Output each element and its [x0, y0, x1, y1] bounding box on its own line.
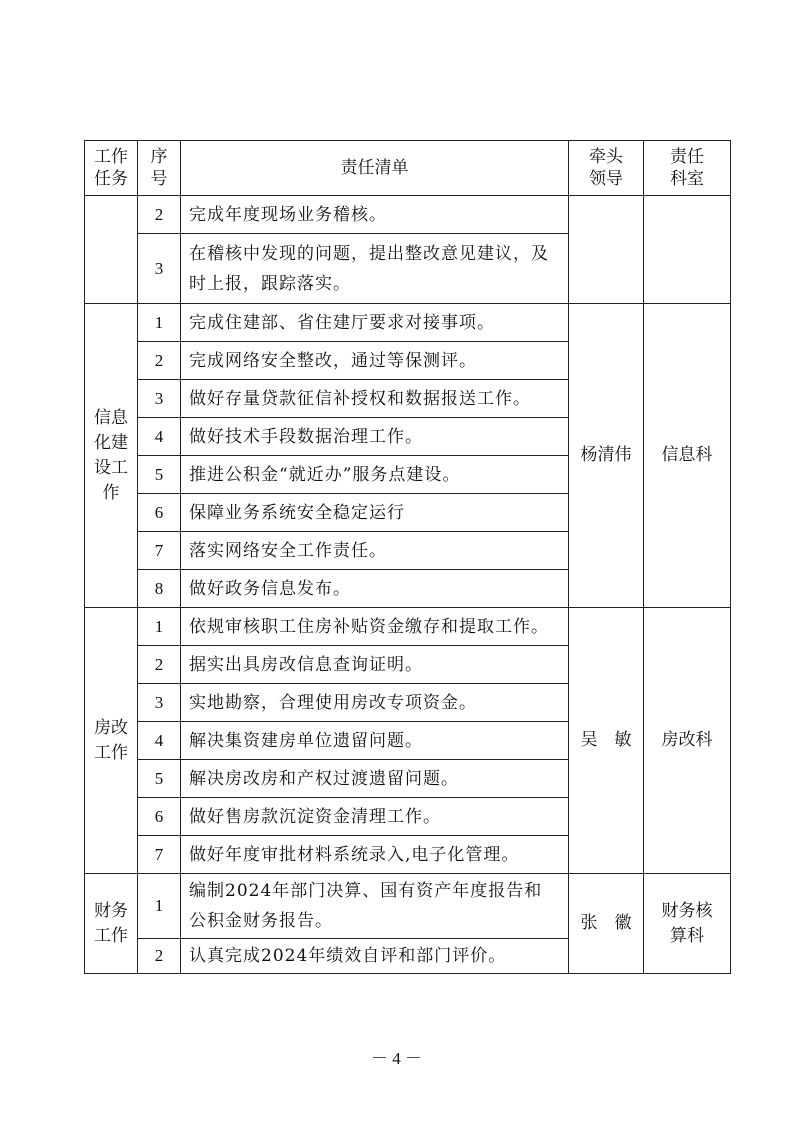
item-number: 1	[138, 608, 181, 646]
responsibility-item: 落实网络安全工作责任。	[181, 532, 569, 570]
item-number: 4	[138, 722, 181, 760]
responsible-dept-cell	[644, 608, 731, 874]
task-cell	[85, 874, 138, 974]
header-responsible-dept: 责任 科室	[644, 141, 731, 196]
item-number: 1	[138, 304, 181, 342]
item-number: 6	[138, 798, 181, 836]
task-cell	[85, 608, 138, 874]
responsibility-item: 编制2024年部门决算、国有资产年度报告和公积金财务报告。	[181, 874, 569, 939]
item-number: 1	[138, 874, 181, 939]
responsible-dept-name: 信息科	[661, 445, 713, 465]
responsibility-item: 保障业务系统安全稳定运行	[181, 494, 569, 532]
responsible-dept-name: 财务核 算科	[661, 900, 713, 946]
table-row	[85, 304, 731, 342]
item-number: 3	[138, 684, 181, 722]
item-number: 3	[138, 234, 181, 304]
header-task: 工作 任务	[85, 141, 138, 196]
lead-leader-cell	[569, 608, 644, 874]
item-number: 2	[138, 646, 181, 684]
lead-leader-cell	[569, 196, 644, 304]
responsible-dept-cell	[644, 304, 731, 608]
lead-leader-name: 杨清伟	[580, 445, 632, 465]
item-number: 3	[138, 380, 181, 418]
responsibility-item: 完成住建部、省住建厅要求对接事项。	[181, 304, 569, 342]
responsible-dept-cell	[644, 874, 731, 974]
lead-leader-name: 吴 敏	[580, 730, 632, 750]
responsibility-item: 据实出具房改信息查询证明。	[181, 646, 569, 684]
task-cell	[85, 196, 138, 304]
responsible-dept-cell	[644, 196, 731, 304]
responsibility-item: 做好政务信息发布。	[181, 570, 569, 608]
item-number: 2	[138, 196, 181, 234]
header-lead-leader: 牵头 领导	[569, 141, 644, 196]
page-number: － 4 －	[371, 1049, 422, 1068]
item-number: 7	[138, 836, 181, 874]
responsibility-item: 认真完成2024年绩效自评和部门评价。	[181, 939, 569, 974]
responsibility-item: 完成网络安全整改，通过等保测评。	[181, 342, 569, 380]
lead-leader-name: 张 徽	[580, 913, 632, 933]
task-label: 信息 化建 设工 作	[94, 407, 128, 503]
item-number: 4	[138, 418, 181, 456]
item-number: 6	[138, 494, 181, 532]
task-cell	[85, 304, 138, 608]
task-label: 财务 工作	[94, 900, 128, 946]
responsibility-item: 做好存量贷款征信补授权和数据报送工作。	[181, 380, 569, 418]
item-number: 8	[138, 570, 181, 608]
lead-leader-cell	[569, 874, 644, 974]
table-row	[85, 196, 731, 234]
item-number: 5	[138, 760, 181, 798]
task-label: 房改 工作	[94, 717, 128, 763]
header-number: 序 号	[138, 141, 181, 196]
item-number: 2	[138, 939, 181, 974]
responsibility-item: 在稽核中发现的问题，提出整改意见建议，及时上报，跟踪落实。	[181, 234, 569, 304]
responsible-dept-name: 房改科	[661, 730, 713, 750]
item-number: 5	[138, 456, 181, 494]
responsibility-item: 依规审核职工住房补贴资金缴存和提取工作。	[181, 608, 569, 646]
item-number: 7	[138, 532, 181, 570]
responsibility-item: 做好售房款沉淀资金清理工作。	[181, 798, 569, 836]
responsibility-item: 做好年度审批材料系统录入,电子化管理。	[181, 836, 569, 874]
responsibility-table	[84, 140, 731, 974]
lead-leader-cell	[569, 304, 644, 608]
table-row	[85, 874, 731, 939]
responsibility-item: 解决房改房和产权过渡遗留问题。	[181, 760, 569, 798]
table-header-row	[85, 141, 731, 196]
header-responsibility-list: 责任清单	[181, 141, 569, 196]
responsibility-item: 做好技术手段数据治理工作。	[181, 418, 569, 456]
responsibility-item: 推进公积金“就近办”服务点建设。	[181, 456, 569, 494]
responsibility-item: 完成年度现场业务稽核。	[181, 196, 569, 234]
table-row	[85, 608, 731, 646]
responsibility-item: 实地勘察，合理使用房改专项资金。	[181, 684, 569, 722]
item-number: 2	[138, 342, 181, 380]
table-body	[85, 196, 731, 974]
responsibility-item: 解决集资建房单位遗留问题。	[181, 722, 569, 760]
